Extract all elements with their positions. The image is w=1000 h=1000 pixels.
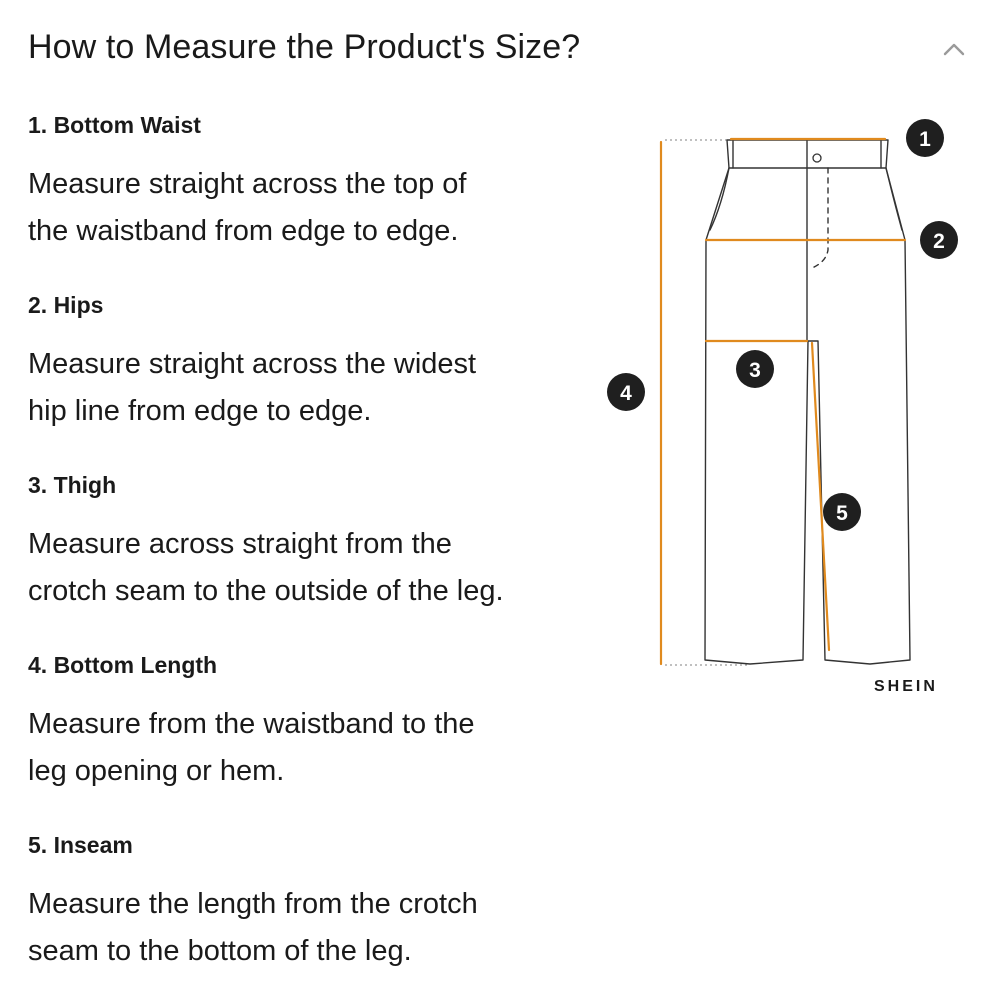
section-description-bottom-waist xyxy=(28,161,588,255)
description-line: Measure from the waistband to the xyxy=(28,708,475,740)
section-heading-hips: 2. Hips xyxy=(28,292,104,318)
marker-3 xyxy=(736,350,774,388)
description-line: Measure across straight from the xyxy=(28,528,452,560)
description-line: Measure straight across the widest xyxy=(28,348,477,380)
section-description-hips xyxy=(28,341,588,435)
marker-label: 2 xyxy=(933,230,945,253)
section-description-thigh xyxy=(28,521,588,615)
pants-outline xyxy=(705,140,910,664)
description-line: Measure the length from the crotch xyxy=(28,888,478,920)
marker-2 xyxy=(920,221,958,259)
chevron-up-icon xyxy=(936,32,972,68)
description-line: seam to the bottom of the leg. xyxy=(28,935,412,967)
description-line: Measure straight across the top of xyxy=(28,168,467,200)
section-heading-bottom-waist: 1. Bottom Waist xyxy=(28,112,201,138)
description-line: hip line from edge to edge. xyxy=(28,395,372,427)
marker-5 xyxy=(823,493,861,531)
description-line: the waistband from edge to edge. xyxy=(28,215,459,247)
section-heading-thigh: 3. Thigh xyxy=(28,472,117,498)
collapse-button[interactable] xyxy=(936,32,972,68)
section-heading-inseam: 5. Inseam xyxy=(28,832,133,858)
marker-4 xyxy=(607,373,645,411)
pants-illustration xyxy=(600,110,980,710)
marker-label: 4 xyxy=(620,382,632,405)
marker-label: 3 xyxy=(749,359,761,382)
description-line: crotch seam to the outside of the leg. xyxy=(28,575,504,607)
marker-label: 1 xyxy=(919,128,931,151)
page-title: How to Measure the Product's Size? xyxy=(28,28,581,66)
measurement-lines xyxy=(661,139,905,664)
pants-measurement-diagram xyxy=(600,110,980,710)
marker-1 xyxy=(906,119,944,157)
inseam-measure-line xyxy=(812,343,829,650)
marker-label: 5 xyxy=(836,502,848,525)
brand-logo: SHEIN xyxy=(874,678,938,695)
section-heading-bottom-length: 4. Bottom Length xyxy=(28,652,218,678)
section-description-bottom-length xyxy=(28,701,588,795)
waist-button xyxy=(813,154,821,162)
section-header xyxy=(0,0,1000,100)
section-description-inseam xyxy=(28,881,588,975)
description-line: leg opening or hem. xyxy=(28,755,285,787)
